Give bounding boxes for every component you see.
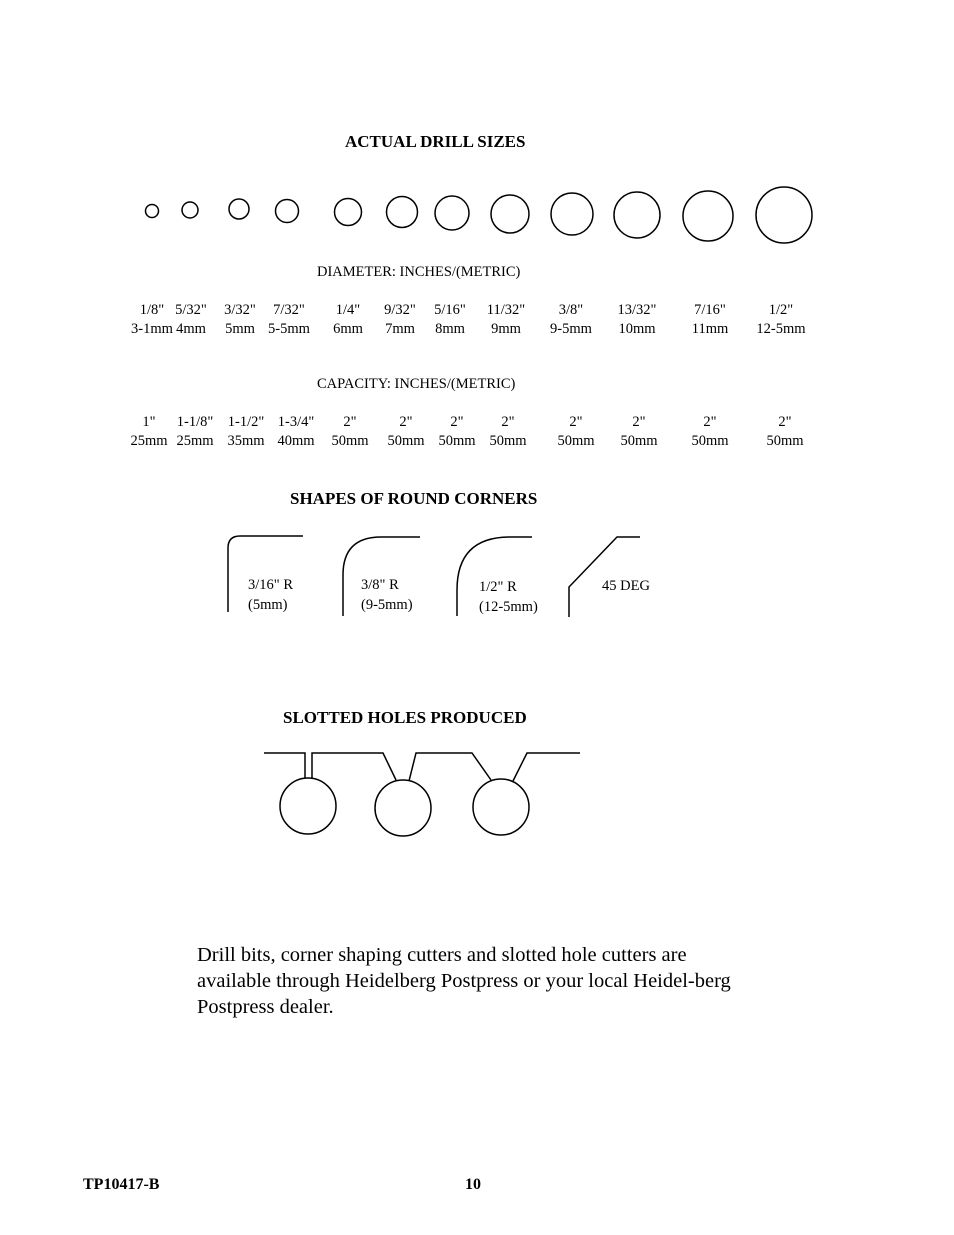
corner-label — [248, 575, 293, 615]
drill-circle-7-16 — [683, 191, 733, 241]
capacity-inch: 2" — [501, 414, 515, 430]
corner-label — [602, 576, 650, 596]
capacity-inch: 1-1/2" — [227, 414, 265, 430]
slotted-hole-1 — [280, 778, 336, 834]
slot-straight-right — [312, 753, 396, 780]
diameter-inch: 1/4" — [335, 302, 361, 318]
drill-circle-7-32 — [276, 200, 299, 223]
diameter-item — [543, 301, 599, 339]
diameter-item — [373, 301, 427, 339]
diameter-item — [682, 301, 738, 339]
diameter-metric: 11mm — [691, 321, 729, 337]
capacity-item — [220, 413, 272, 451]
capacity-item — [551, 413, 601, 451]
diameter-item — [478, 301, 534, 339]
capacity-inch: 2" — [778, 414, 792, 430]
drill-circle-1-8 — [146, 205, 159, 218]
diameter-inch: 7/16" — [694, 302, 726, 318]
diameter-metric: 6mm — [333, 321, 363, 337]
diameter-item — [321, 301, 375, 339]
diameter-metric: 10mm — [618, 321, 656, 337]
diameter-metric: 4mm — [176, 321, 206, 337]
drill-circle-3-8 — [551, 193, 593, 235]
capacity-item — [270, 413, 322, 451]
diameter-inch: 13/32" — [617, 302, 657, 318]
drill-circle-9-32 — [387, 197, 418, 228]
corner-radius: 3/8" R — [361, 577, 399, 593]
diameter-inch: 9/32" — [384, 302, 416, 318]
diameter-metric: 7mm — [385, 321, 415, 337]
diameter-metric: 8mm — [435, 321, 465, 337]
drill-circle-1-4 — [335, 199, 362, 226]
corner-metric: (12-5mm) — [479, 599, 538, 615]
diameter-metric: 9mm — [491, 321, 521, 337]
diameter-item — [423, 301, 477, 339]
slotted-holes-title: SLOTTED HOLES PRODUCED — [283, 708, 527, 727]
diameter-item — [163, 301, 219, 339]
drill-circle-3-32 — [229, 199, 249, 219]
capacity-metric: 25mm — [176, 433, 214, 449]
drill-size-circles — [146, 187, 813, 243]
diameter-metric: 5mm — [225, 321, 255, 337]
capacity-metric: 50mm — [387, 433, 425, 449]
drill-circle-1-2 — [756, 187, 812, 243]
capacity-inch: 1-3/4" — [277, 414, 315, 430]
capacity-inch: 1" — [142, 414, 156, 430]
capacity-metric: 50mm — [438, 433, 476, 449]
diameter-item — [608, 301, 666, 339]
capacity-item — [381, 413, 431, 451]
corner-label — [479, 577, 538, 617]
diameter-item — [261, 301, 317, 339]
capacity-inch: 2" — [703, 414, 717, 430]
capacity-inch: 2" — [569, 414, 583, 430]
diameter-inch: 3/8" — [558, 302, 584, 318]
diameter-metric: 9-5mm — [550, 321, 592, 337]
diameter-inch: 7/32" — [273, 302, 305, 318]
diameter-inch: 1/8" — [139, 302, 165, 318]
drill-sizes-title: ACTUAL DRILL SIZES — [345, 132, 526, 151]
capacity-item — [325, 413, 375, 451]
diameter-label: DIAMETER: INCHES/(METRIC) — [317, 264, 521, 280]
slot-angled-mid — [409, 753, 491, 781]
diameter-item — [750, 301, 812, 339]
slotted-hole-3 — [473, 779, 529, 835]
capacity-metric: 50mm — [691, 433, 729, 449]
capacity-inch: 2" — [450, 414, 464, 430]
capacity-inch: 2" — [399, 414, 413, 430]
slot-angled-right — [513, 753, 580, 781]
drill-circle-11-32 — [491, 195, 529, 233]
capacity-item — [124, 413, 174, 451]
drill-circle-13-32 — [614, 192, 660, 238]
corner-radius: 3/16" R — [248, 577, 293, 593]
diameter-metric: 5-5mm — [268, 321, 310, 337]
capacity-metric: 25mm — [130, 433, 168, 449]
capacity-item — [483, 413, 533, 451]
capacity-metric: 35mm — [227, 433, 265, 449]
diameter-inch: 11/32" — [486, 302, 526, 318]
capacity-item — [170, 413, 220, 451]
slot-straight — [264, 753, 305, 778]
round-corners-title: SHAPES OF ROUND CORNERS — [290, 489, 538, 508]
capacity-inch: 1-1/8" — [176, 414, 214, 430]
capacity-item — [685, 413, 735, 451]
capacity-item — [614, 413, 664, 451]
diameter-inch: 3/32" — [224, 302, 256, 318]
capacity-metric: 50mm — [557, 433, 595, 449]
diameter-inch: 5/16" — [434, 302, 466, 318]
corner-label — [361, 575, 413, 615]
diameter-inch: 5/32" — [175, 302, 207, 318]
capacity-item — [432, 413, 482, 451]
slotted-holes — [264, 753, 580, 836]
capacity-inch: 2" — [343, 414, 357, 430]
corner-angle: 45 DEG — [602, 578, 650, 594]
capacity-label: CAPACITY: INCHES/(METRIC) — [317, 376, 516, 392]
diameter-item — [213, 301, 267, 339]
diameter-metric: 3-1mm — [131, 321, 173, 337]
slotted-hole-2 — [375, 780, 431, 836]
capacity-metric: 50mm — [766, 433, 804, 449]
document-id: TP10417-B — [83, 1176, 160, 1193]
corner-metric: (9-5mm) — [361, 597, 413, 613]
diameter-metric: 12-5mm — [756, 321, 806, 337]
capacity-metric: 50mm — [331, 433, 369, 449]
capacity-metric: 50mm — [620, 433, 658, 449]
diameter-inch: 1/2" — [768, 302, 794, 318]
page-number: 10 — [465, 1176, 481, 1193]
availability-note: Drill bits, corner shaping cutters and slotted hole cutters are available through Heidelberg Postpress or your local Heidel-berg Postpress dealer. — [197, 944, 731, 1018]
capacity-metric: 50mm — [489, 433, 527, 449]
drill-circle-5-32 — [182, 202, 198, 218]
capacity-item — [760, 413, 810, 451]
capacity-inch: 2" — [632, 414, 646, 430]
capacity-metric: 40mm — [277, 433, 315, 449]
corner-metric: (5mm) — [248, 597, 288, 613]
drill-circle-5-16 — [435, 196, 469, 230]
corner-radius: 1/2" R — [479, 579, 517, 595]
